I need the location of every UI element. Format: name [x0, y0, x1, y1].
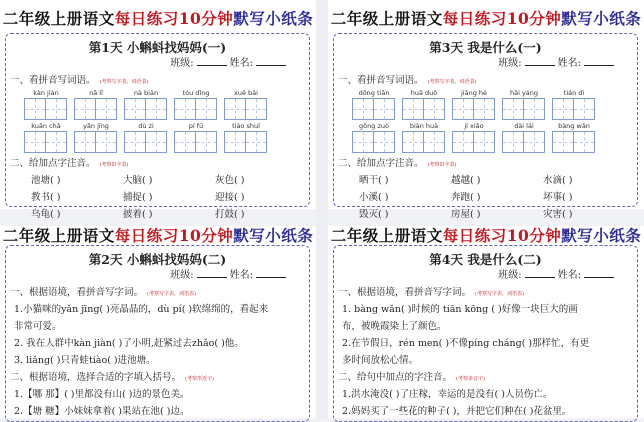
section-heading: 一、看拼音写词语。 (考察写字表、词语表) [10, 75, 149, 86]
worksheet-header: 二年级上册语文每日练习10分钟默写小纸条 [2, 226, 314, 245]
section-heading: 一、根据语境，看拼音写字词。 (考察写字表、词语表) [338, 287, 524, 298]
writing-cells[interactable] [24, 131, 68, 153]
lesson-title: 第4天 我是什么(二) [429, 252, 542, 267]
word-grid-row: dōng tiān huā duǒ jiāng hé hǎi yáng tián dì [334, 89, 637, 120]
word-grid-row: kuān chǎ yǎn jīng dù zi pí fū tiào shuǐ [6, 122, 309, 153]
word-grid-row: gōng zuò biàn huà jí xiǎo dài lái bàng wǎn [334, 122, 637, 153]
student-info: 班级: 姓名: [334, 268, 637, 284]
exercise-line[interactable]: 1.小猫咪的yǎn jīng( )亮晶晶的，dù pí( )软绵绵的，看起来 [14, 304, 269, 315]
writing-cells[interactable] [402, 131, 446, 153]
worksheet-day1 [0, 0, 316, 220]
writing-cells[interactable] [124, 131, 168, 153]
worksheet-box [5, 245, 310, 422]
exercise-line[interactable]: 1.【哪 那】( )里都没有山( )边的景色美。 [14, 389, 190, 400]
writing-cells[interactable] [174, 131, 218, 153]
class-field[interactable] [525, 269, 555, 278]
lesson-title: 第3天 我是什么(一) [429, 40, 542, 55]
writing-cells[interactable] [352, 98, 396, 120]
pinyin-row: 晒干( ) 越越( ) 水滴( ) [359, 175, 573, 186]
writing-cells[interactable] [352, 131, 396, 153]
writing-cells[interactable] [552, 98, 596, 120]
writing-cells[interactable] [502, 131, 546, 153]
name-field[interactable] [256, 57, 286, 66]
class-field[interactable] [525, 57, 555, 66]
writing-cells[interactable] [452, 98, 496, 120]
writing-cells[interactable] [402, 98, 446, 120]
worksheet-box [333, 33, 638, 220]
section-heading: 二、给加点字注音。 (考察识字表) [10, 158, 129, 169]
exercise-line[interactable]: 2.妈妈买了一些花的种子( )，并把它们种在( )花盆里。 [342, 406, 572, 417]
section-heading: 二、根据语境，选择合适的字填入括号。 (考察形近字) [10, 372, 214, 383]
writing-cells[interactable] [174, 98, 218, 120]
worksheet-day3 [328, 0, 644, 220]
worksheet-box [5, 33, 310, 220]
exercise-line: 多时间放松心情。 [342, 355, 419, 366]
writing-cells[interactable] [74, 131, 118, 153]
student-info: 班级: 姓名: [6, 56, 309, 72]
page-divider [316, 0, 328, 418]
student-info: 班级: 姓名: [6, 268, 309, 284]
section-heading: 二、给句中加点的字注音。 (考察多音字) [338, 372, 485, 383]
class-field[interactable] [197, 269, 227, 278]
pinyin-row: 乌龟( ) 披着( ) 打鼓( ) [31, 209, 245, 220]
writing-cells[interactable] [124, 98, 168, 120]
section-heading: 一、看拼音写词语。 (考察写字表、词语表) [338, 75, 477, 86]
exercise-line[interactable]: 1.洪水淹没( )了庄稼，幸运的是没有( )人员伤亡。 [342, 389, 553, 400]
pinyin-row: 毁灭( ) 房屋( ) 灾害( ) [359, 209, 573, 220]
pinyin-row: 池塘( ) 大脑( ) 灰色( ) [31, 175, 245, 186]
writing-cells[interactable] [224, 98, 268, 120]
section-heading: 一、根据语境，看拼音写字词。 (考察写字表、词语表) [10, 287, 196, 298]
name-field[interactable] [256, 269, 286, 278]
worksheet-header: 二年级上册语文每日练习10分钟默写小纸条 [330, 226, 642, 245]
worksheet-day2 [0, 226, 316, 418]
name-field[interactable] [584, 57, 614, 66]
writing-cells[interactable] [224, 131, 268, 153]
pinyin-row: 小溪( ) 奔跑( ) 坏事( ) [359, 192, 573, 203]
student-info: 班级: 姓名: [334, 56, 637, 72]
class-field[interactable] [197, 57, 227, 66]
exercise-line: 非常可爱。 [14, 321, 62, 332]
writing-cells[interactable] [502, 98, 546, 120]
pinyin-row: 教书( ) 捕捉( ) 迎接( ) [31, 192, 245, 203]
lesson-title: 第1天 小蝌蚪找妈妈(一) [88, 40, 227, 55]
name-field[interactable] [584, 269, 614, 278]
writing-cells[interactable] [24, 98, 68, 120]
worksheet-header: 二年级上册语文每日练习10分钟默写小纸条 [2, 9, 314, 28]
exercise-line[interactable]: 2. 我在人群中kàn jiàn( )了小明,赶紧过去zhǎo( )他。 [14, 338, 244, 349]
exercise-line[interactable]: 2.在节假日，rén men( )不像píng cháng( )那样忙，有更 [342, 338, 590, 349]
worksheet-header: 二年级上册语文每日练习10分钟默写小纸条 [330, 9, 642, 28]
section-heading: 二、给加点字注音。 (考察识字表) [338, 158, 457, 169]
worksheet-day4 [328, 226, 644, 418]
exercise-line[interactable]: 2.【塘 糖】小妹妹拿着( )果站在池( )边。 [14, 406, 190, 417]
lesson-title: 第2天 小蝌蚪找妈妈(二) [88, 252, 227, 267]
exercise-line[interactable]: 3. liǎng( )只青蛙tiào( )进池塘。 [14, 355, 156, 366]
worksheet-box [333, 245, 638, 422]
exercise-line[interactable]: 1. bàng wǎn( )时候的 tiān kōng ( )好像一块巨大的画 [342, 304, 578, 315]
exercise-line: 布，被晚霞染上了颜色。 [342, 321, 447, 332]
word-grid-row: kàn jiàn nǎ lǐ nà biān tóu dǐng xuě bái [6, 89, 309, 120]
writing-cells[interactable] [552, 131, 596, 153]
writing-cells[interactable] [452, 131, 496, 153]
writing-cells[interactable] [74, 98, 118, 120]
